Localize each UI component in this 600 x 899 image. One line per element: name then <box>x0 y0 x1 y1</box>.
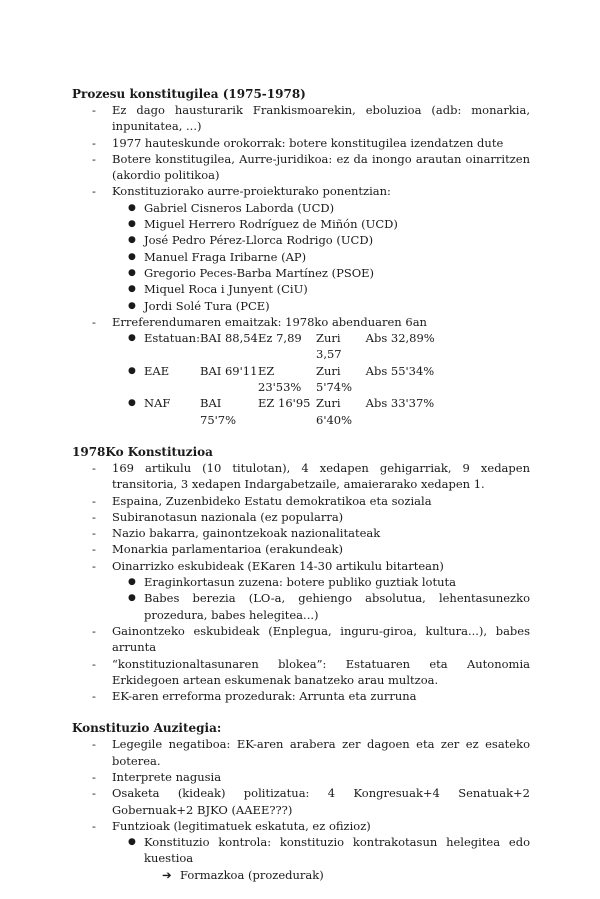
list <box>72 623 530 704</box>
sublist-item: ● Miquel Roca i Junyent (CiU) <box>128 282 308 297</box>
dash-marker: - <box>92 542 96 557</box>
dash-marker: - <box>92 135 96 150</box>
subsublist <box>72 867 530 883</box>
result-row: ● EAE BAI 69'11 EZ 23'53% Zuri 5'74% Abs 55'34% <box>128 363 435 395</box>
bullet-marker: ● <box>128 577 136 588</box>
list <box>72 314 530 330</box>
list-item: - 169 artikulu (10 titulotan), 4 xedapen gehigarriak, 9 xedapen transitoria, 3 xedapen Indargabetzaile, amaierarako xedapen 1. <box>92 460 530 492</box>
bullet-marker: ● <box>128 284 136 295</box>
bullet-marker: ● <box>128 365 136 376</box>
dash-marker: - <box>92 103 96 117</box>
list-item: - Ez dago hausturarik Frankismoarekin, eboluzioa (adb: monarkia, inpunitatea, ...) <box>92 103 530 134</box>
section-konstituzioa <box>72 444 530 704</box>
sublist-item: ● Manuel Fraga Iribarne (AP) <box>128 249 307 264</box>
arrow-icon: ➔ <box>162 867 172 882</box>
dash-marker: - <box>92 689 96 704</box>
bullet-marker: ● <box>128 333 136 344</box>
list-item: - Gainontzeko eskubideak (Enplegua, inguru-giroa, kultura...), babes arrunta <box>92 623 530 655</box>
list <box>72 460 530 574</box>
dash-marker: - <box>92 460 96 475</box>
document-content <box>72 86 530 899</box>
dash-marker: - <box>92 623 96 638</box>
sublist-funtzioak <box>72 834 530 867</box>
sublist-eskubideak <box>72 574 530 623</box>
bullet-marker: ● <box>128 219 136 230</box>
sublist-ponentzia <box>72 200 530 314</box>
dash-marker: - <box>92 151 96 166</box>
bullet-marker: ● <box>128 300 136 311</box>
results-list <box>72 330 530 428</box>
section-heading: Konstituzio Auzitegia: <box>72 721 222 736</box>
sublist-item: ● Jordi Solé Tura (PCE) <box>128 298 270 313</box>
sublist-item: ● Gabriel Cisneros Laborda (UCD) <box>128 200 335 215</box>
list-item: - Legegile negatiboa: EK-aren arabera zer dagoen eta zer ez esateko boterea. <box>92 737 530 768</box>
dash-marker: - <box>92 314 96 329</box>
bullet-marker: ● <box>128 202 136 213</box>
dash-marker: - <box>92 656 96 671</box>
list-item: - Oinarrizko eskubideak (EKaren 14-30 artikulu bitartean) <box>92 558 444 573</box>
section-heading: 1978Ko Konstituzioa <box>72 444 213 459</box>
list-item: - Subiranotasun nazionala (ez popularra) <box>92 509 344 524</box>
dash-marker: - <box>92 818 96 833</box>
bullet-marker: ● <box>128 267 136 278</box>
list-item: - Osaketa (kideak) politizatua: 4 Kongresuak+4 Senatuak+2 Gobernuak+2 BJKO (AAEE???) <box>92 786 530 817</box>
dash-marker: - <box>92 184 96 199</box>
list-item: - Nazio bakarra, gainontzekoak nazionalitateak <box>92 526 381 541</box>
dash-marker: - <box>92 769 96 784</box>
dash-marker: - <box>92 493 96 508</box>
list <box>72 736 530 834</box>
dash-marker: - <box>92 509 96 524</box>
sublist-item: ● Gregorio Peces-Barba Martínez (PSOE) <box>128 265 375 280</box>
bullet-marker: ● <box>128 235 136 246</box>
list <box>72 102 530 200</box>
result-row: ● Estatuan: BAI 88,54 Ez 7,89 Zuri 3,57 Abs 32,89% <box>128 331 435 362</box>
list-item: - “konstituzionaltasunaren blokea”: Estatuaren eta Autonomia Erkidegoen artean eskumenak banatzeko arau multzoa. <box>92 656 530 687</box>
section-heading: Prozesu konstitugilea (1975-1978) <box>72 87 306 101</box>
list-item: - 1977 hauteskunde orokorrak: botere konstitugilea izendatzen dute <box>92 135 504 150</box>
section-prozesu <box>72 86 530 428</box>
list-item: - Funtzioak (legitimatuek eskatuta, ez ofizioz) <box>92 818 371 833</box>
sublist-item: ● José Pedro Pérez-Llorca Rodrigo (UCD) <box>128 233 374 248</box>
dash-marker: - <box>92 558 96 573</box>
bullet-marker: ● <box>128 251 136 262</box>
list-item: - EK-aren erreforma prozedurak: Arrunta eta zurruna <box>92 689 417 704</box>
list-item: - Erreferendumaren emaitzak: 1978ko abenduaren 6an <box>92 314 427 329</box>
bullet-marker: ● <box>128 398 136 409</box>
sublist-item: ● Babes berezia (LO-a, gehiengo absolutua, lehentasunezko prozedura, babes helegitea...) <box>128 591 530 622</box>
sublist-item: ● Eraginkortasun zuzena: botere publiko guztiak lotuta <box>128 575 456 590</box>
list-item: - Espaina, Zuzenbideko Estatu demokratikoa eta soziala <box>92 493 432 508</box>
bullet-marker: ● <box>128 593 136 604</box>
subsublist-item: ➔ Formazkoa (prozedurak) <box>162 867 324 882</box>
list-item: - Monarkia parlamentarioa (erakundeak) <box>92 542 343 557</box>
list-item: - Konstituziorako aurre-proiekturako ponentzian: <box>92 184 391 199</box>
list-item: - Botere konstitugilea, Aurre-juridikoa: ez da inongo arautan oinarritzen (akordio politikoa) <box>92 151 530 183</box>
result-row: ● NAF BAI 75'7% EZ 16'95 Zuri 6'40% Abs 33'37% <box>128 396 435 427</box>
section-auzitegia <box>72 720 530 883</box>
dash-marker: - <box>92 737 96 752</box>
bullet-marker: ● <box>128 837 136 848</box>
dash-marker: - <box>92 786 96 801</box>
sublist-item: ● Konstituzio kontrola: konstituzio kontrakotasun helegitea edo kuestioa <box>128 835 530 866</box>
dash-marker: - <box>92 526 96 541</box>
sublist-item: ● Miguel Herrero Rodríguez de Miñón (UCD) <box>128 217 398 232</box>
list-item: - Interprete nagusia <box>92 769 222 784</box>
